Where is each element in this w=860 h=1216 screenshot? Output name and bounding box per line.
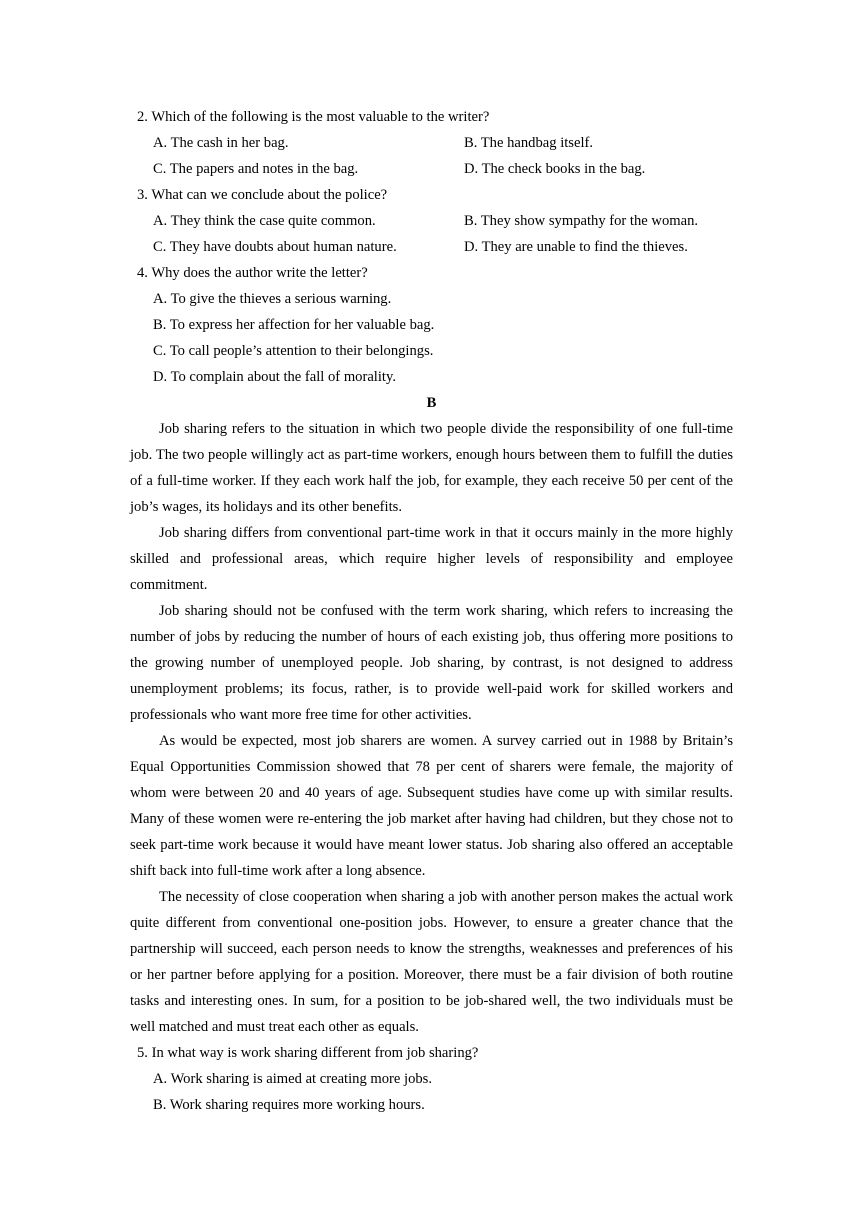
passage-paragraph: The necessity of close cooperation when sharing a job with another person makes the actual work quite different from conventional one-position jobs. However, to ensure a greater chance that the partnership will succeed, each person needs to know the strengths, weaknesses and preferences of his or her partner before applying for a position. Moreover, there must be a fair division of both routine tasks and interesting ones. In sum, for a position to be job-shared well, the two individuals must be well matched and must treat each other as equals. [130, 889, 733, 1035]
passage-paragraph: Job sharing should not be confused with the term work sharing, which refers to increasing the number of jobs by reducing the number of hours of each existing job, thus offering more positions to the growing number of unemployed people. Job sharing, by contrast, is not designed to address unemployment problems; its focus, rather, is to provide well-paid work for skilled workers and professionals who want more free time for other activities. [130, 603, 733, 723]
option-5a: A. Work sharing is aimed at creating more jobs. [153, 1071, 433, 1087]
option-2a: A. The cash in her bag. [153, 135, 289, 151]
option-4d: D. To complain about the fall of morality. [153, 369, 396, 385]
question-2: 2. Which of the following is the most valuable to the writer? [137, 109, 490, 125]
option-2b: B. The handbag itself. [464, 135, 594, 151]
document-page [130, 104, 733, 1118]
option-3c: C. They have doubts about human nature. [153, 239, 397, 255]
passage-paragraph: As would be expected, most job sharers are women. A survey carried out in 1988 by Britain’s Equal Opportunities Commission showed that 78 per cent of sharers were female, the majority of whom were between 20 and 40 years of age. Subsequent studies have come up with similar results. Many of these women were re-entering the job market after having had children, but they chose not to seek part-time work because it would have meant lower status. Job sharing also offered an acceptable shift back into full-time work after a long absence. [130, 733, 733, 879]
question-3-options-row-2 [130, 234, 733, 260]
option-2d: D. The check books in the bag. [464, 161, 646, 177]
question-2-options-row-1 [130, 130, 733, 156]
question-3: 3. What can we conclude about the police? [137, 187, 388, 203]
question-4: 4. Why does the author write the letter? [137, 265, 368, 281]
option-3b: B. They show sympathy for the woman. [464, 213, 699, 229]
option-3a: A. They think the case quite common. [153, 213, 376, 229]
option-4b: B. To express her affection for her valuable bag. [153, 317, 435, 333]
option-4c: C. To call people’s attention to their belongings. [153, 343, 434, 359]
option-2c: C. The papers and notes in the bag. [153, 161, 359, 177]
option-4a: A. To give the thieves a serious warning. [153, 291, 392, 307]
option-3d: D. They are unable to find the thieves. [464, 239, 688, 255]
question-2-options-row-2 [130, 156, 733, 182]
passage-paragraph: Job sharing differs from conventional part-time work in that it occurs mainly in the more highly skilled and professional areas, which require higher levels of responsibility and employee commitment. [130, 525, 733, 593]
question-5: 5. In what way is work sharing different from job sharing? [137, 1045, 479, 1061]
passage-paragraph: Job sharing refers to the situation in which two people divide the responsibility of one full-time job. The two people willingly act as part-time workers, enough hours between them to fulfill the duties of a full-time worker. If they each work half the job, for example, they each receive 50 per cent of the job’s wages, its holidays and its other benefits. [130, 421, 733, 515]
section-heading: B [426, 395, 437, 411]
question-3-options-row-1 [130, 208, 733, 234]
option-5b: B. Work sharing requires more working hours. [153, 1097, 425, 1113]
